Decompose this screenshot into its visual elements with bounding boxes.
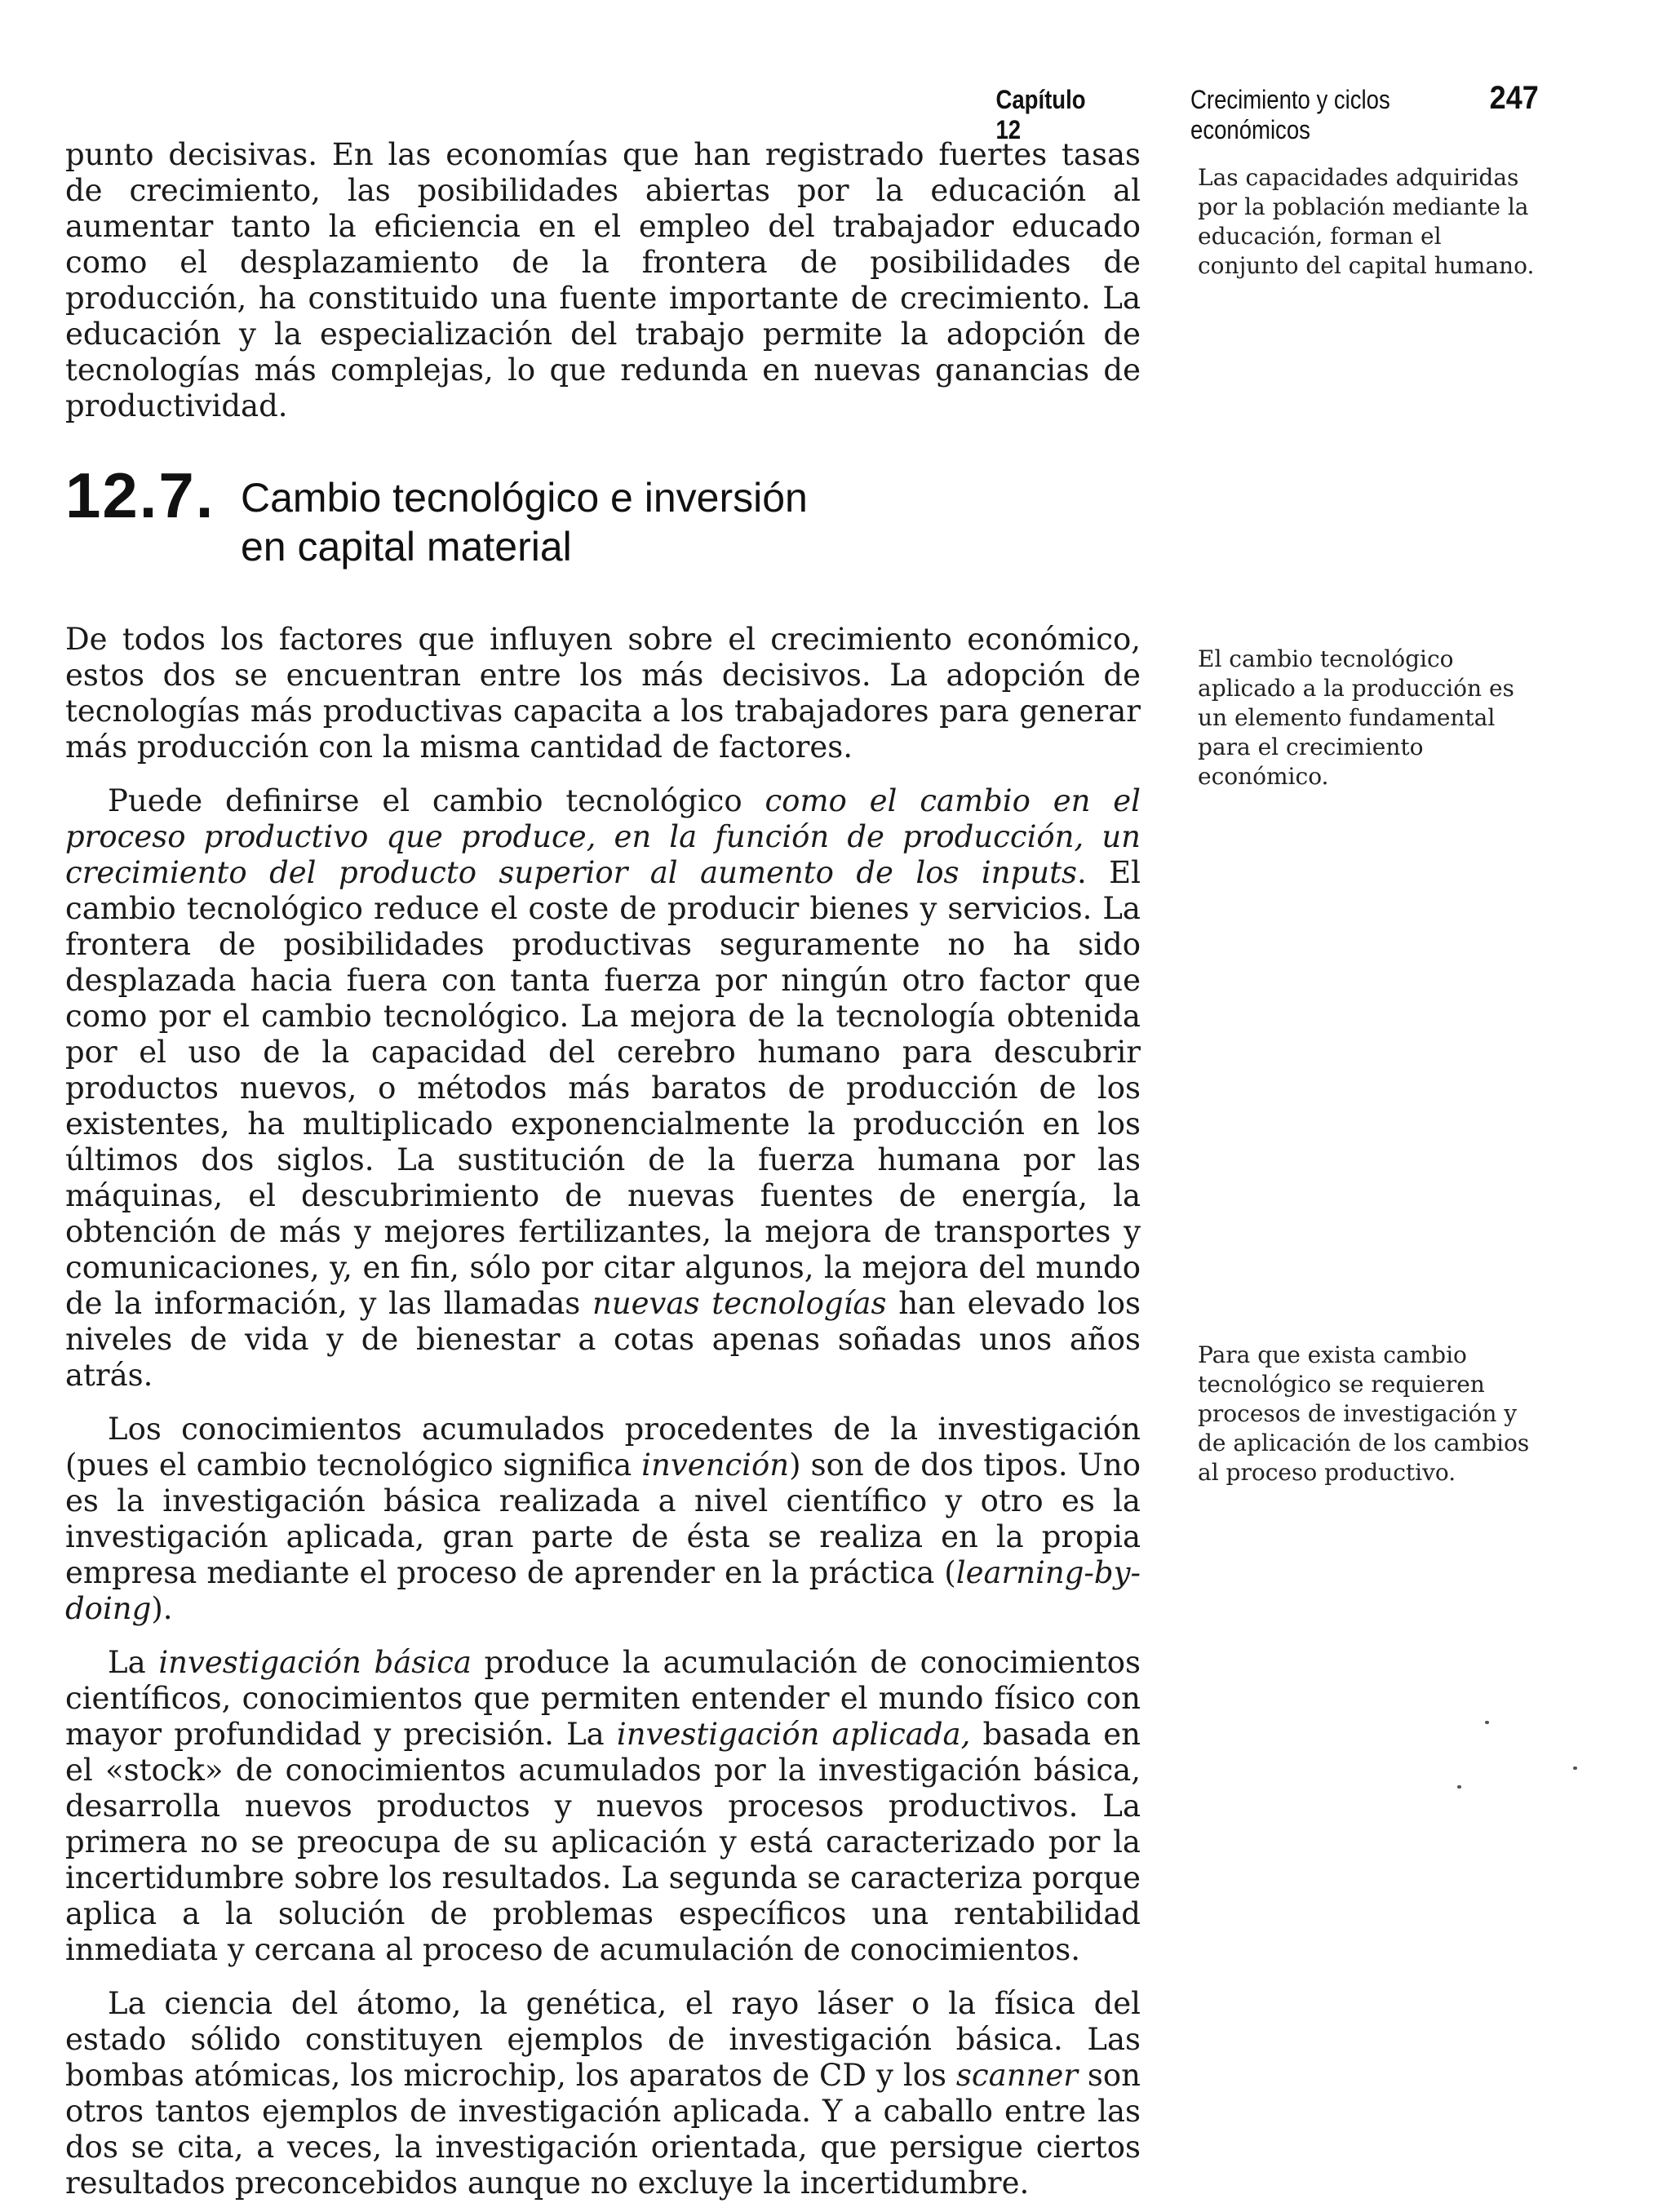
body-paragraph-1: De todos los factores que influyen sobre el crecimiento económico, estos dos se encuentran entre los más decisivos. La adopción de tecnologías más productivas capacita a los trabajadores para generar más producción con la misma cantidad de factores.	[65, 622, 1141, 765]
scan-speck	[1457, 1785, 1461, 1789]
body-paragraph-5	[65, 1986, 1141, 2201]
body-paragraph-2	[65, 783, 1141, 1394]
body-paragraph-4-text-c: basada en el «stock» de conocimientos acumulados por la investigación básica, desarrolla nuevos productos y nuevos procesos productivos. La primera no se preocupa de su aplicación y está caracterizado por la incertidumbre sobre los resultados. La segunda se caracteriza porque aplica a la solución de problemas específicos una rentabilidad inmediata y cercana al proceso de acumulación de conocimientos.	[65, 1717, 1141, 1967]
body-paragraph-3-text-a: Los conocimientos acumulados procedentes de la investigación (pues el cambio tecnológico significa	[65, 1412, 1141, 1483]
applied-research-emphasis: investigación aplicada,	[616, 1717, 971, 1752]
margin-note-technological-change: El cambio tecnológico aplicado a la producción es un elemento fundamental para el crecimiento económico.	[1198, 645, 1514, 790]
scan-speck	[1485, 1721, 1489, 1724]
learning-by-doing-emphasis: learning-by-doing	[65, 1555, 1141, 1626]
section-heading	[65, 459, 1126, 571]
scanner-emphasis: scanner	[955, 2058, 1078, 2093]
chapter-label: Capítulo 12	[995, 85, 1086, 144]
chapter-title: Crecimiento y ciclos económicos	[1190, 85, 1390, 144]
definition-emphasis: como el cambio en el proceso productivo que produce, en la función de producción, un crecimiento del producto superior al aumento de los inputs	[65, 783, 1141, 890]
margin-note-human-capital: Las capacidades adquiridas por la población mediante la educación, forman el conjunto del capital humano.	[1198, 164, 1535, 279]
section-text-column	[65, 622, 1141, 2201]
body-paragraph-5-text-a: La ciencia del átomo, la genética, el rayo láser o la física del estado sólido constituyen ejemplos de investigación básica. Las bombas atómicas, los microchip, los aparatos de CD y los	[65, 1986, 1141, 2093]
scan-speck	[1573, 1766, 1577, 1770]
basic-research-emphasis: investigación básica	[158, 1645, 472, 1680]
body-paragraph-2-text-b: . El cambio tecnológico reduce el coste de producir bienes y servicios. La frontera de posibilidades productivas seguramente no ha sido desplazada hacia fuera con tanta fuerza por ningún otro factor que como por el cambio tecnológico. La mejora de la tecnología obtenida por el uso de la capacidad del cerebro humano para descubrir productos nuevos, o métodos más baratos de producción de los existentes, ha multiplicado exponencialmente la producción en los últimos dos siglos. La sustitución de la fuerza humana por las máquinas, el descubrimiento de nuevas fuentes de energía, la obtención de más y mejores fertilizantes, la mejora de transportes y comunicaciones, y, en fin, sólo por citar algunos, la mejora del mundo de la información, y las llamadas	[65, 855, 1141, 1321]
body-paragraph-2-text-a: Puede definirse el cambio tecnológico	[108, 783, 765, 818]
new-technologies-emphasis: nuevas tecnologías	[592, 1286, 887, 1321]
intro-paragraph: punto decisivas. En las economías que han registrado fuertes tasas de crecimiento, las posibilidades abiertas por la educación al aumentar tanto la eficiencia en el empleo del trabajador educado como el desplazamiento de la frontera de posibilidades de producción, ha constituido una fuente importante de crecimiento. La educación y la especialización del trabajo permite la adopción de tecnologías más complejas, lo que redunda en nuevas ganancias de productividad.	[65, 137, 1141, 423]
body-paragraph-3	[65, 1412, 1141, 1627]
invention-emphasis: invención	[641, 1447, 790, 1483]
section-title-line-1: Cambio tecnológico e inversión	[241, 475, 808, 521]
margin-note-research: Para que exista cambio tecnológico se requieren procesos de investigación y de aplicación de los cambios al proceso productivo.	[1198, 1341, 1530, 1486]
section-number: 12.7.	[65, 459, 215, 531]
body-paragraph-3-text-b: ) son de dos tipos. Uno es la investigación básica realizada a nivel científico y otro es la investigación aplicada, gran parte de ésta se realiza en la propia empresa mediante el proceso de aprender en la práctica (	[65, 1447, 1141, 1590]
body-paragraph-2-text-c: han elevado los niveles de vida y de bienestar a cotas apenas soñadas unos años atrás.	[65, 1286, 1141, 1393]
body-paragraph-3-text-c: ).	[151, 1591, 173, 1626]
section-title-line-2: en capital material	[241, 524, 572, 570]
body-paragraph-4-text-a: La	[108, 1645, 159, 1680]
intro-text-column	[65, 137, 1141, 424]
body-paragraph-5-text-b: son otros tantos ejemplos de investigación aplicada. Y a caballo entre las dos se cita, a veces, la investigación orientada, que persigue ciertos resultados preconcebidos aunque no excluye la incertidumbre.	[65, 2058, 1141, 2201]
body-paragraph-4-text-b: produce la acumulación de conocimientos científicos, conocimientos que permiten entender el mundo físico con mayor profundidad y precisión. La	[65, 1645, 1141, 1752]
running-header	[979, 80, 1539, 144]
page-number: 247	[1489, 80, 1539, 116]
section-title	[241, 473, 808, 571]
body-paragraph-4	[65, 1645, 1141, 1968]
